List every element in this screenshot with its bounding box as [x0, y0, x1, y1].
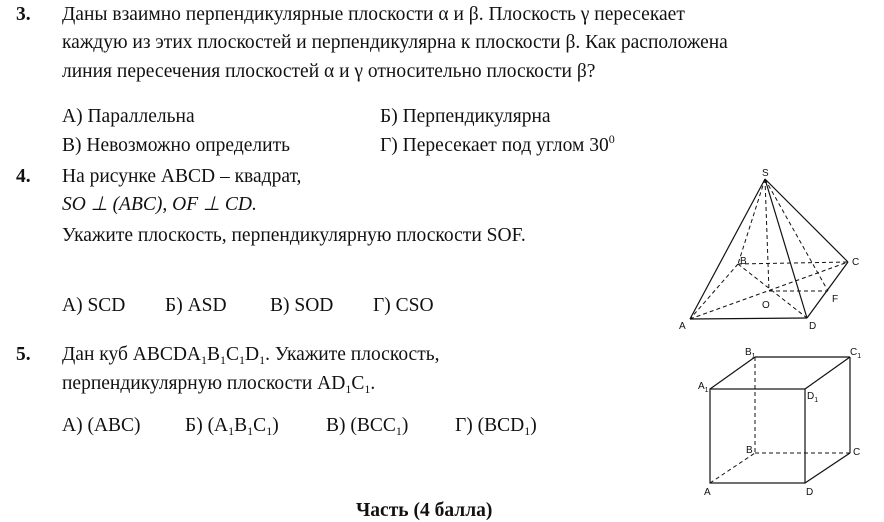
question-3-option-a: А) Параллельна — [62, 106, 195, 127]
label-B1: $B_1$ — [745, 347, 756, 360]
label-D: D — [806, 487, 814, 498]
label-C: C — [853, 447, 861, 458]
seg-SF — [765, 179, 828, 291]
label-A: A — [704, 487, 711, 498]
question-4-line-2: SO ⊥ (ABC), OF ⊥ CD. — [62, 194, 257, 215]
label-A: A — [679, 321, 686, 332]
question-5-option-a: А) (ABC) — [62, 415, 141, 436]
label-F: F — [832, 294, 839, 305]
label-C1: $C_1$ — [850, 347, 862, 360]
edge-AD — [690, 318, 807, 319]
question-5-option-v: В) $(BCC_1)$ — [326, 415, 409, 438]
question-3-option-g: Г) Пересекает под углом $30^0$ — [380, 132, 615, 156]
question-4-line-1: На рисунке ABCD – квадрат, — [62, 166, 302, 187]
question-4-number: 4. — [16, 166, 31, 187]
edge-BA — [690, 264, 738, 319]
question-4-option-b: Б) ASD — [165, 295, 227, 316]
question-5-line-2: перпендикулярную плоскости $AD_1C_1$. — [62, 373, 376, 396]
label-B: B — [746, 445, 753, 456]
edge-A1B1 — [710, 357, 755, 389]
label-O: O — [762, 300, 770, 311]
edge-D1C1 — [805, 357, 850, 389]
edge-DC — [805, 453, 850, 483]
question-5-option-g: Г) $(BCD_1)$ — [455, 415, 537, 438]
question-5-number: 5. — [16, 344, 31, 365]
label-S: S — [762, 168, 769, 179]
label-D1: $D_1$ — [807, 391, 819, 404]
question-5-option-b: Б) $(A_1B_1C_1)$ — [185, 415, 279, 438]
label-A1: $A_1$ — [698, 381, 709, 394]
edge-SA — [690, 179, 765, 319]
question-3-line-2: каждую из этих плоскостей и перпендикулярна к плоскости β. Как расположена — [62, 32, 728, 53]
question-5-line-1: Дан куб $ABCDA_1B_1C_1D_1$. Укажите плоскость, — [62, 344, 440, 367]
edge-BC — [738, 262, 848, 264]
question-3-line-1: Даны взаимно перпендикулярные плоскости α и β. Плоскость γ пересекает — [62, 4, 685, 25]
edge-AB — [710, 453, 755, 483]
front-face — [710, 389, 805, 483]
footer-heading-cut: Часть (4 балла) — [356, 500, 493, 521]
question-4-line-3: Укажите плоскость, перпендикулярную плоскости SOF. — [62, 225, 526, 246]
question-4-option-v: В) SOD — [270, 295, 334, 316]
label-C: C — [852, 257, 860, 268]
label-D: D — [809, 321, 817, 332]
label-B: B — [740, 256, 747, 267]
height-SO — [765, 179, 769, 291]
question-3-number: 3. — [16, 4, 31, 25]
cube-figure — [690, 345, 870, 505]
question-3-option-v: В) Невозможно определить — [62, 135, 290, 156]
question-4-option-a: А) SCD — [62, 295, 126, 316]
question-4-option-g: Г) CSO — [373, 295, 434, 316]
question-3-line-3: линия пересечения плоскостей α и γ относительно плоскости β? — [62, 61, 596, 82]
pyramid-figure — [670, 165, 870, 335]
question-3-option-b: Б) Перпендикулярна — [380, 106, 551, 127]
cut-off-top-line — [60, 0, 820, 2]
